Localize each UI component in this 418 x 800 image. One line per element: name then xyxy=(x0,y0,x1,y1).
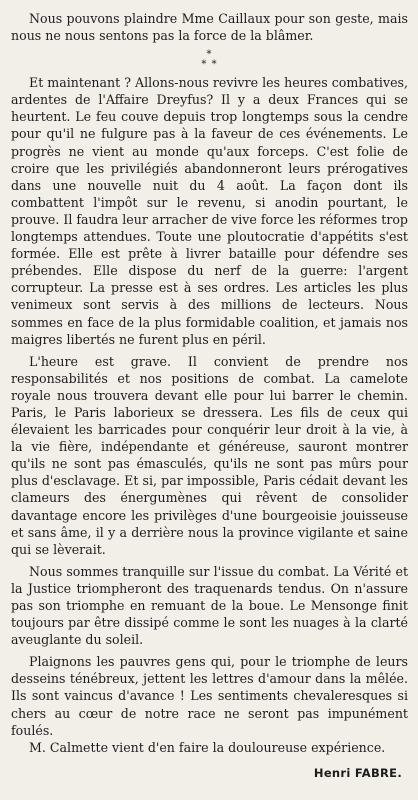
ornament-star-top: * xyxy=(206,49,213,61)
paragraph-verite-justice: Nous sommes tranquille sur l'issue du combat. La Vérité et la Justice triompheront des traquenards tendus. On n'assure pas son triomphe en remuant de la boue. Le Mensonge finit toujours par être dissipé comme le sont les nuages à la clarté aveuglante du soleil. xyxy=(11,563,408,648)
intro-paragraph: Nous pouvons plaindre Mme Caillaux pour son geste, mais nous ne nous sentons pas la force de la blâmer. xyxy=(11,11,408,44)
author-signature: Henri FABRE. xyxy=(313,765,402,780)
paragraph-dreyfus: Et maintenant ? Allons-nous revivre les heures combatives, ardentes de l'Affaire Dreyfus? Il y a deux Frances qui se heurtent. Le feu couve depuis trop longtemps sous la cendre pour qu'il ne fulgure pas à la faveur de ces événements. Le progrès ne vient au monde qu'aux forceps. C'est folie de croire que les privilégiés abandonneront leurs prérogatives dans une nouvelle nuit du 4 août. La façon dont ils combattent l'impôt sur le revenu, si anodin pourtant, le prouve. Il faudra leur arracher de vive force les réformes trop longtemps attendues. Toute une ploutocratie d'appétits s'est formée. Elle est prête à livrer bataille pour défendre ses prébendes. Elle dispose du nerf de la guerre: l'argent corrupteur. La presse est à ses ordres. Les articles les plus venimeux sont servis à des millions de lecteurs. Nous sommes en face de la plus formidable coalition, et jamais nos maigres libertés ne furent plus en péril. xyxy=(11,75,408,347)
section-ornament xyxy=(11,48,408,74)
ornament-stars-bottom: * * xyxy=(201,59,218,71)
paragraph-plaignons: Plaignons les pauvres gens qui, pour le triomphe de leurs desseins ténébreux, jettent les lettres d'amour dans la mêlée. Ils sont vaincus d'avance ! Les sentiments chevaleresques si chers au cœur de notre race ne seront pas impunément foulés. xyxy=(11,654,408,738)
paragraph-heure-grave: L'heure est grave. Il convient de prendre nos responsabilités et nos positions de combat. La camelote royale nous trouvera devant elle pour lui barrer le chemin. Paris, le Paris laborieux se dressera. Les fils de ceux qui élevaient les barricades pour conquérir leur droit à la vie, à la vie fière, indépendante et généreuse, sauront montrer qu'ils ne sont pas émasculés, qu'ils ne sont pas mûrs pour plus d'esclavage. Et si, par impossible, Paris cédait devant les clameurs des énergumènes qui rêvent de consolider davantage encore les privilèges d'une bourgeoisie jouisseuse et sans âme, il y a derrière nous la province vigilante et saine qui se lèverait. xyxy=(11,353,408,557)
paragraph-calmette: M. Calmette vient d'en faire la douloureuse expérience. xyxy=(29,739,386,755)
